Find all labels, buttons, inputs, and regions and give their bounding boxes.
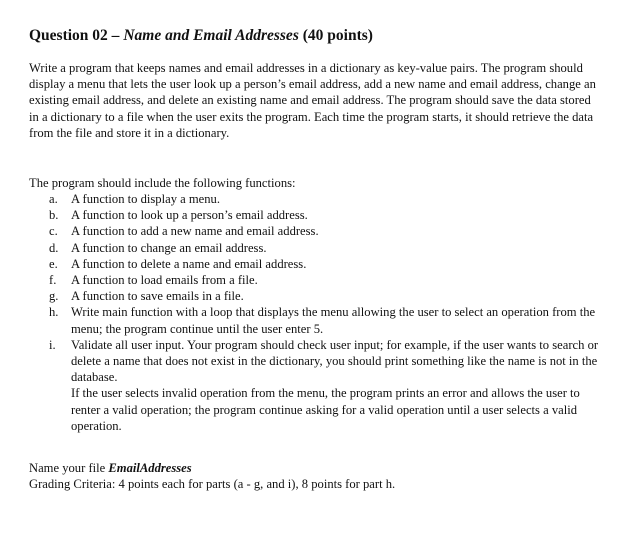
functions-intro: The program should include the following functions: [29, 176, 296, 190]
list-item-text: Validate all user input. Your program should check user input; for example, if the user wants to search or delete a name that does not exist in the dictionary, you should print something like the name is not in the database. [71, 337, 599, 385]
list-item-text: A function to change an email address. [71, 240, 267, 255]
grading-criteria: Grading Criteria: 4 points each for parts (a - g, and i), 8 points for part h. [29, 477, 396, 492]
list-marker: e. [49, 256, 58, 271]
file-name: EmailAddresses [108, 461, 192, 475]
list-item-text: Write main function with a loop that displays the menu allowing the user to select an operation from the menu; the program continue until the user enter 5. [71, 305, 596, 336]
list-item-text: A function to delete a name and email address. [71, 256, 307, 271]
question-name: Name and Email Addresses [123, 27, 299, 44]
question-prefix: Question 02 – [29, 27, 124, 44]
list-item-extra-text: If the user selects invalid operation from the menu, the program prints an error and allows the user to renter a valid operation; the program continue asking for a valid operation until a user selects a valid operation. [71, 386, 580, 433]
list-item [29, 207, 604, 223]
list-item [29, 337, 604, 434]
functions-list [29, 191, 604, 434]
question-points: (40 points) [298, 27, 373, 44]
file-name-label: Name your file [29, 461, 109, 475]
list-item [29, 256, 604, 272]
list-item-text: A function to save emails in a file. [71, 289, 244, 304]
list-item [29, 223, 604, 239]
list-marker: g. [49, 289, 59, 304]
list-item [29, 240, 604, 256]
list-item-text: A function to display a menu. [71, 192, 221, 206]
list-marker: c. [49, 224, 58, 239]
list-marker: f. [49, 273, 57, 288]
list-item [29, 272, 604, 288]
file-name-line [29, 460, 395, 476]
list-item [29, 304, 604, 336]
list-item [29, 191, 604, 207]
list-marker: b. [49, 208, 59, 223]
list-marker: a. [49, 192, 58, 206]
list-item-text: A function to look up a person’s email address. [71, 208, 308, 223]
list-marker: h. [49, 305, 59, 320]
list-marker: i. [49, 337, 56, 352]
list-item [29, 288, 604, 304]
list-item-text: A function to add a new name and email address. [71, 224, 319, 239]
footer [29, 460, 395, 492]
list-item-text: A function to load emails from a file. [71, 273, 258, 288]
list-marker: d. [49, 240, 59, 255]
question-title [29, 27, 373, 45]
intro-paragraph: Write a program that keeps names and email addresses in a dictionary as key-value pairs. The program should display a menu that lets the user look up a person’s email address, add a new name and email address, change an existing email address, and delete an existing name and email address. The program should save the data stored in a dictionary to a file when the user exits the program. Each time the program starts, it should retrieve the data from the file and store it in a dictionary. [29, 61, 596, 140]
